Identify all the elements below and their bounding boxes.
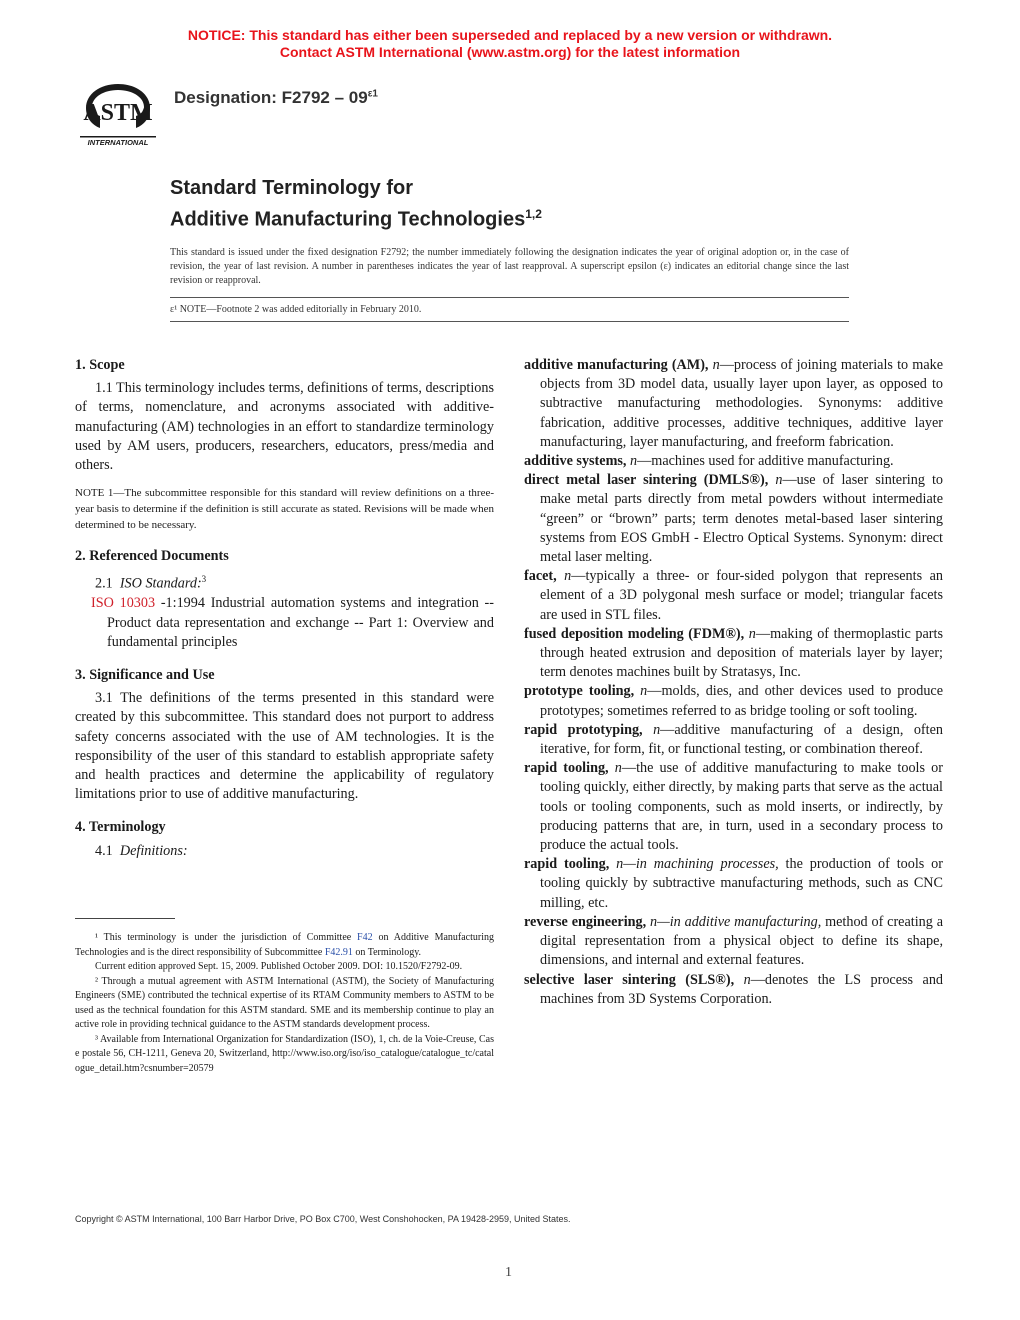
refdocs-label: ISO Standard: <box>119 576 202 593</box>
definition-part-of-speech: n <box>556 568 572 585</box>
title-line-2-text: Additive Manufacturing Technologies <box>170 208 526 231</box>
refdocs-number: 2.1 <box>95 576 113 593</box>
significance-heading: 3. Significance and Use <box>75 666 215 683</box>
definition-entry <box>524 913 943 971</box>
notice-banner <box>0 27 1020 61</box>
definition-text: method of creating a digital representation from a physical object to define its shape, dimensions, and internal and external features. <box>540 913 943 969</box>
refdocs-superscript: 3 <box>201 574 207 585</box>
footnote-1-edition: Current edition approved Sept. 15, 2009. Published October 2009. DOI: 10.1520/F2792-09. <box>95 961 463 972</box>
definition-text: —additive manufacturing of a design, often iterative, for form, fit, or functional testing, or combination thereof. <box>540 721 943 758</box>
definition-entry <box>524 971 943 1009</box>
footnote-1-text-c: on Terminology. <box>352 946 422 958</box>
definition-term: prototype tooling, <box>524 683 635 700</box>
significance-paragraph: 3.1 The definitions of the terms presented in this standard were created by this subcommittee. This standard does not purport to address safety concerns associated with the use of AM technologies. It is the responsibility of the user of this standard to establish appropriate safety and health practices and determine the applicability of regulatory limitations prior to use of additive manufacturing. <box>75 690 494 803</box>
left-column <box>75 356 494 861</box>
definition-entry <box>524 855 943 913</box>
definition-entry <box>524 452 943 471</box>
definition-entry <box>524 759 943 855</box>
definition-term: fused deposition modeling (FDM®), <box>524 625 745 642</box>
definition-term: rapid tooling, <box>524 856 610 873</box>
definition-term: facet, <box>524 568 557 585</box>
title-line-1: Standard Terminology for <box>170 177 413 199</box>
iso-reference-text: -1:1994 Industrial automation systems and integration -- Product data representation and exchange -- Part 1: Overview and fundamental principles <box>107 595 494 650</box>
footnote-1 <box>75 931 494 960</box>
footnote-3: ³ Available from International Organization for Standardization (ISO), 1, ch. de la Voie-Creuse, Case postale 56, CH-1211, Geneva 20, Switzerland, http://www.iso.org/iso/iso_catalogue/catalogue_tc/catalogue_detail.htm?csnumber=20579 <box>75 1033 494 1074</box>
scope-paragraph: 1.1 This terminology includes terms, definitions of terms, descriptions of terms, nomenclature, and acronyms associated with additive-manufacturing (AM) technologies in an effort to standardize terminology used by AM users, producers, researchers, educators, press/media and others. <box>75 380 494 474</box>
definition-part-of-speech: n <box>642 721 661 738</box>
definition-part-of-speech: n <box>626 453 638 470</box>
definition-entry <box>524 471 943 567</box>
astm-logo <box>78 80 158 148</box>
definition-text: —molds, dies, and other devices used to produce prototypes; sometimes referred to as bridge tooling or soft tooling. <box>540 683 944 719</box>
definition-part-of-speech: n <box>768 472 783 489</box>
definition-term: selective laser sintering (SLS®), <box>524 971 735 988</box>
f42-link[interactable]: F42 <box>357 932 373 943</box>
definition-text: —the use of additive manufacturing to make tools or tooling quickly, either directly, by making parts that serve as the actual tools or tooling components, such as mold inserts, or indirectly, by producing patterns that are, in turn, used in a secondary process to produce the actual tools. <box>540 760 943 854</box>
terminology-number: 4.1 <box>95 842 113 859</box>
definition-part-of-speech: n <box>734 971 751 988</box>
right-column <box>524 356 943 1009</box>
designation-text: Designation: F2792 – 09 <box>174 88 368 107</box>
definition-part-of-speech: n—in machining processes, <box>609 856 779 873</box>
title-line-2 <box>170 201 542 233</box>
designation-superscript: ε1 <box>367 88 378 100</box>
definition-part-of-speech: n <box>634 683 648 700</box>
terminology-paragraph <box>75 842 494 861</box>
footnote-2: ² Through a mutual agreement with ASTM International (ASTM), the Society of Manufacturing Engineers (SME) contributed the technical expertise of its RTAM Community members to ASTM to be used as the technical foundation for this ASTM standard. SME and its membership continue to play an active role in providing technical guidance to the ASTM standards development process. <box>75 975 494 1030</box>
definition-text: —denotes the LS process and machines from 3D Systems Corporation. <box>540 971 944 1007</box>
iso-reference <box>91 594 494 652</box>
terminology-heading: 4. Terminology <box>75 819 166 836</box>
definition-part-of-speech: n—in additive manufacturing, <box>646 913 822 930</box>
definition-entry <box>524 567 943 625</box>
definitions-list <box>524 356 943 1009</box>
definition-term: additive manufacturing (AM), <box>524 357 709 373</box>
definition-term: rapid prototyping, <box>524 721 643 738</box>
definition-entry <box>524 625 943 683</box>
scope-heading: 1. Scope <box>75 357 125 373</box>
definition-entry <box>524 682 943 720</box>
scope-note: NOTE 1—The subcommittee responsible for this standard will review definitions on a three-year basis to determine if the definition is still accurate as stated. Revisions will be made when determined to be necessary. <box>75 487 494 532</box>
logo-letters: ASTM <box>83 100 153 126</box>
footnote-rule <box>75 918 175 919</box>
definition-text: —use of laser sintering to make metal parts directly from metal powders without intermediate “green” or “brown” parts; term denotes metal-based laser sintering systems from EOS GmbH - Electro Optical Systems. Synonym: direct metal laser melting. <box>540 472 943 566</box>
copyright: Copyright © ASTM International, 100 Barr Harbor Drive, PO Box C700, West Conshohocken, PA 19428-2959, United States. <box>75 1214 571 1224</box>
definition-part-of-speech: n <box>708 357 720 373</box>
definition-text: —process of joining materials to make objects from 3D model data, usually layer upon layer, as opposed to subtractive manufacturing methodologies. Synonyms: additive fabrication, additive processes, additive techniques, additive layer manufacturing, layer manufacturing, and freeform fabrication. <box>540 357 944 450</box>
footnote-1-text-a: ¹ This terminology is under the jurisdiction of Committee <box>95 932 358 943</box>
definition-term: direct metal laser sintering (DMLS®), <box>524 472 769 489</box>
refdocs-heading: 2. Referenced Documents <box>75 548 229 565</box>
notice-line-2: Contact ASTM International (www.astm.org) for the latest information <box>279 44 741 60</box>
refdocs-paragraph <box>75 570 494 594</box>
f42-91-link[interactable]: F42.91 <box>324 946 353 958</box>
definition-term: reverse engineering, <box>524 913 647 930</box>
page-number: 1 <box>505 1265 512 1280</box>
definition-text: —machines used for additive manufacturing. <box>637 453 894 470</box>
header-rule-top <box>170 297 849 298</box>
title-superscript: 1,2 <box>525 207 542 221</box>
definition-term: additive systems, <box>524 453 627 470</box>
page-title <box>170 175 542 233</box>
iso-10303-link[interactable]: ISO 10303 <box>91 595 156 612</box>
footnotes <box>75 931 494 1076</box>
definition-part-of-speech: n <box>608 760 622 777</box>
definition-term: rapid tooling, <box>524 760 609 777</box>
editorial-note: ε¹ NOTE—Footnote 2 was added editorially in February 2010. <box>170 304 422 315</box>
issuance-statement: This standard is issued under the fixed designation F2792; the number immediately following the designation indicates the year of original adoption or, in the case of revision, the year of last revision. A number in parentheses indicates the year of last reapproval. A superscript epsilon (ε) indicates an editorial change since the last revision or reapproval. <box>170 247 849 286</box>
definition-text: —making of thermoplastic parts through heated extrusion and deposition of materials layer by layer; term denotes machines built by Stratasys, Inc. <box>540 625 943 681</box>
designation <box>174 88 378 108</box>
definition-text: —typically a three- or four-sided polygon that represents an element of a 3D polygonal mesh surface or model; triangular facets are used in STL files. <box>540 568 943 623</box>
definition-entry <box>524 721 943 759</box>
definition-entry <box>524 356 943 452</box>
logo-subtitle: INTERNATIONAL <box>87 138 149 147</box>
definition-text: the production of tools or tooling quickly by subtractive manufacturing methods, such as CNC milling, etc. <box>540 856 943 911</box>
definition-part-of-speech: n <box>744 625 756 642</box>
footnote-1-text-b: on Additive Manufacturing Technologies and is the direct responsibility of Subcommittee <box>75 932 495 958</box>
notice-line-1: NOTICE: This standard has either been superseded and replaced by a new version or withdrawn. <box>187 27 833 43</box>
terminology-label: Definitions: <box>119 842 188 859</box>
header-rule-bottom <box>170 321 849 322</box>
